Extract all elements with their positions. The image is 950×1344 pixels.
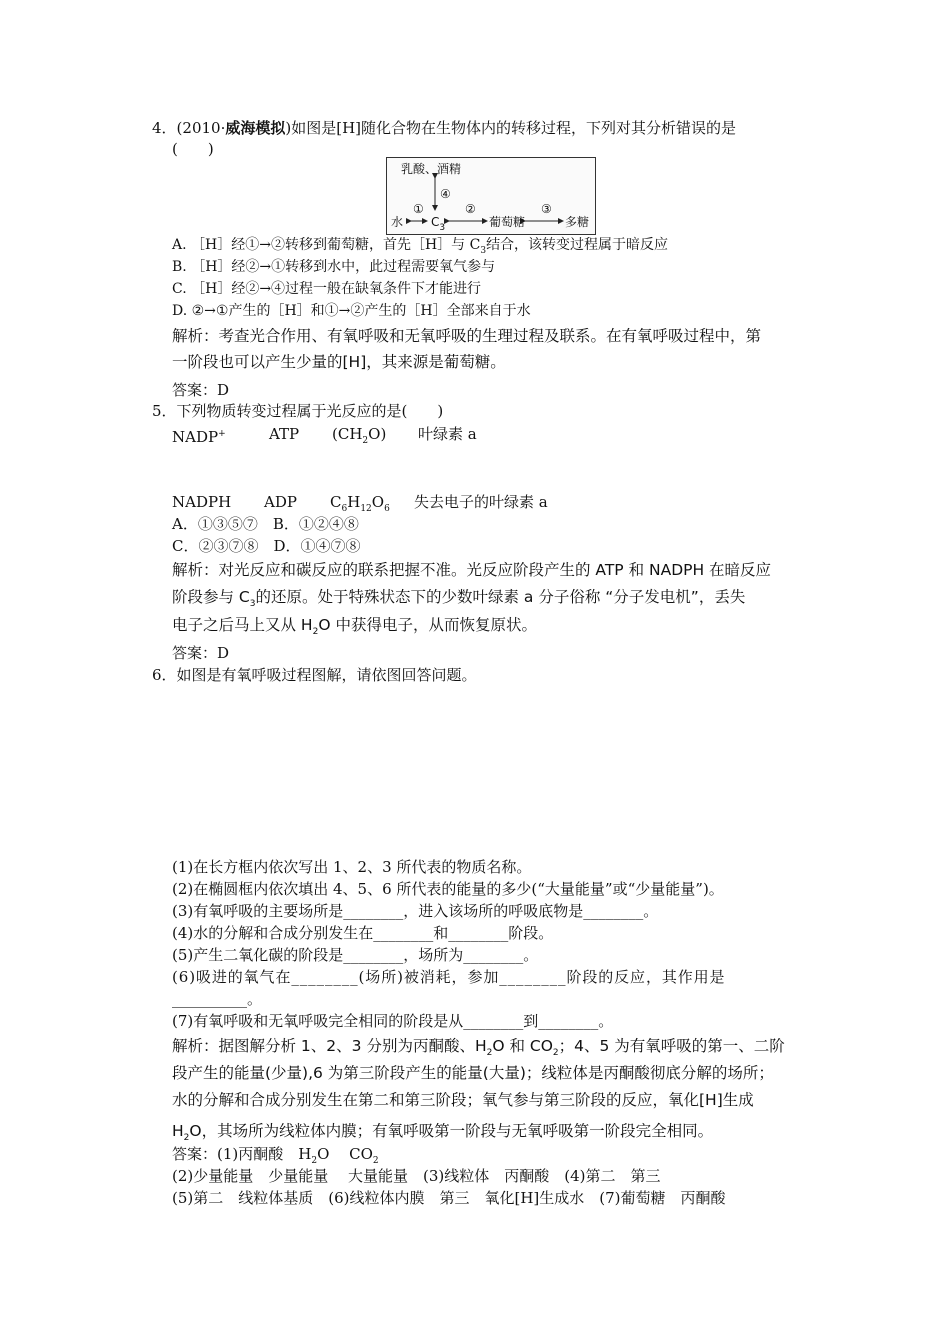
q6-subq-6: (6)吸进的氧气在________(场所)被消耗，参加________阶段的反应，其作用是 <box>172 968 726 986</box>
q6-answer-line2: (2)少量能量 少量能量 大量能量 (3)线粒体 丙酮酸 (4)第二 第三 <box>172 1167 661 1185</box>
q5-analysis-line3: 电子之后马上又从 $H_2O$ 中获得电子，从而恢复原状。 <box>172 616 537 637</box>
diagram-c3: $C_3$ <box>431 215 446 233</box>
diagram-polysaccharide: 多糖 <box>565 215 590 229</box>
q5-analysis-line2: 阶段参与 $C_3$的还原。处于特殊状态下的少数叶绿素 a 分子俗称 “分子发电机”，丢失 <box>172 588 746 609</box>
q5-row1-chlorophyll: 叶绿素 a <box>418 425 477 443</box>
q5-row1-nadp: NADP+ <box>172 428 226 446</box>
diagram-step2: ② <box>465 202 476 216</box>
q4-diagram <box>386 157 596 235</box>
q5-row1-atp: ATP <box>269 425 300 443</box>
q4-analysis-line1: 解析：考查光合作用、有氧呼吸和无氧呼吸的生理过程及联系。在有氧呼吸过程中，第 <box>172 327 762 345</box>
q5-options-ab: A．①③⑤⑦ B．①②④⑧ <box>172 515 359 533</box>
diagram-water: 水 <box>391 215 404 229</box>
q4-option-b: B. ［H］经②→①转移到水中，此过程需要氧气参与 <box>172 259 496 275</box>
diagram-lactic-ethanol: 乳酸、酒精 <box>401 162 462 176</box>
diagram-step3: ③ <box>541 202 552 216</box>
q6-subq-4: (4)水的分解和合成分别发生在________和________阶段。 <box>172 924 554 942</box>
q6-subq-7: (7)有氧呼吸和无氧呼吸完全相同的阶段是从________到________。 <box>172 1012 614 1030</box>
q6-subq-5: (5)产生二氧化碳的阶段是________，场所为________。 <box>172 946 539 964</box>
q4-option-a: A. ［H］经①→②转移到葡萄糖，首先［H］与 $C_3$结合，该转变过程属于暗反应 <box>172 237 669 256</box>
q6-subq-3: (3)有氧呼吸的主要场所是________，进入该场所的呼吸底物是________。 <box>172 902 659 920</box>
q6-answer-line1: 答案：(1)丙酮酸 $H_2O$ $CO_2$ <box>172 1145 379 1166</box>
q4-stem-text: )如图是[H]随化合物在生物体内的转移过程，下列对其分析错误的是 <box>285 119 736 137</box>
q6-analysis-line2: 段产生的能量(少量),6 为第三阶段产生的能量(大量)；线粒体是丙酮酸彻底分解的场所； <box>172 1064 774 1082</box>
q4-analysis-line2: 一阶段也可以产生少量的[H]，其来源是葡萄糖。 <box>172 353 506 371</box>
q6-subq-6-blank: __________。 <box>172 990 263 1008</box>
q5-row2-glucose: $C_6H_{12}O_6$ <box>330 493 390 514</box>
q5-analysis-line1: 解析：对光反应和碳反应的联系把握不准。光反应阶段产生的 ATP 和 NADPH 在暗反应 <box>172 561 772 579</box>
q4-stem-line1 <box>152 118 736 138</box>
diagram-step4: ④ <box>440 187 451 201</box>
q6-analysis-line1: 解析：据图解分析 1、2、3 分别为丙酮酸、$H_2O$ 和 $CO_2$；4、5 为有氧呼吸的第一、二阶 <box>172 1037 785 1058</box>
q5-row2-nadph: NADPH <box>172 493 232 511</box>
q5-answer: 答案：D <box>172 644 230 662</box>
q5-row2-chlorophyll-lost: 失去电子的叶绿素 a <box>414 493 548 511</box>
q4-stem-line2: ( ) <box>172 140 214 158</box>
q4-number: 4．(2010· <box>152 119 226 137</box>
q6-answer-line3: (5)第二 线粒体基质 (6)线粒体内膜 第三 氧化[H]生成水 (7)葡萄糖 丙酮酸 <box>172 1189 726 1207</box>
q4-option-d: D. ②→①产生的［H］和①→②产生的［H］全部来自于水 <box>172 303 531 319</box>
q5-options-cd: C．②③⑦⑧ D．①④⑦⑧ <box>172 537 361 555</box>
diagram-glucose: 葡萄糖 <box>489 215 526 229</box>
q6-subq-2: (2)在椭圆框内依次填出 4、5、6 所代表的能量的多少(“大量能量”或“少量能量”)。 <box>172 880 724 898</box>
q6-analysis-line4: $H_2O$，其场所为线粒体内膜；有氧呼吸第一阶段与无氧呼吸第一阶段完全相同。 <box>172 1122 714 1143</box>
q4-source: 威海模拟 <box>225 119 286 137</box>
diagram-step1: ① <box>413 202 424 216</box>
q5-stem: 5．下列物质转变过程属于光反应的是( ) <box>152 402 444 420</box>
q6-analysis-line3: 水的分解和合成分别发生在第二和第三阶段；氧气参与第三阶段的反应，氧化[H]生成 <box>172 1091 754 1109</box>
q5-row2-adp: ADP <box>264 493 297 511</box>
q4-answer: 答案：D <box>172 381 230 399</box>
q6-subq-1: (1)在长方框内依次写出 1、2、3 所代表的物质名称。 <box>172 858 532 876</box>
q5-row1-ch2o: $(CH_2O)$ <box>332 425 387 446</box>
q6-stem: 6．如图是有氧呼吸过程图解，请依图回答问题。 <box>152 666 477 684</box>
q4-option-c: C. ［H］经②→④过程一般在缺氧条件下才能进行 <box>172 281 482 297</box>
